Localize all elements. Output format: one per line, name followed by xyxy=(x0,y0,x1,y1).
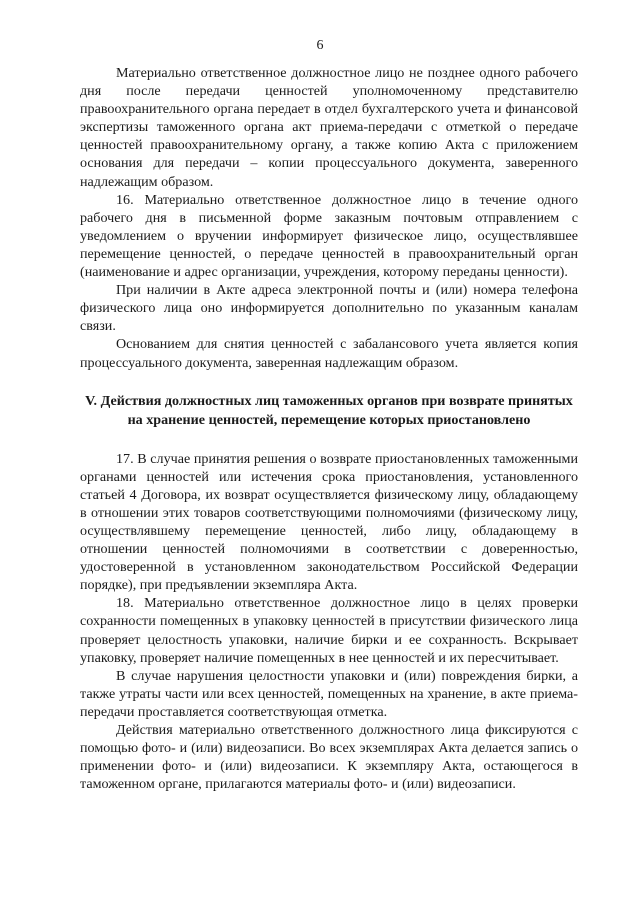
section-v-heading: V. Действия должностных лиц таможенных органов при возврате принятых на хранение ценностей, перемещение которых приостановлено xyxy=(85,392,573,428)
page-number: 6 xyxy=(316,38,324,53)
paragraph-16-contact-info: При наличии в Акте адреса электронной почты и (или) номера телефона физического лица оно информируется дополнительно по указанным каналам связи. xyxy=(80,282,578,335)
paragraph-17: 17. В случае принятия решения о возврате приостановленных таможенными органами ценностей или истечения срока приостановления, установленного статьей 4 Договора, их возврат осуществляется физическому лицу, обладающему в отношении этих товаров соответствующими полномочиями (физическому лицу, осуществлявшему перемещение ценностей, либо лицу, обладающему в отношении ценностей полномочиями в соответствии с доверенностью, удостоверенной в установленном законодательством Российской Федерации порядке), при предъявлении экземпляра Акта. xyxy=(80,450,578,594)
document-body xyxy=(80,64,578,793)
paragraph-16: 16. Материально ответственное должностное лицо в течение одного рабочего дня в письменной форме заказным почтовым отправлением с уведомлением о вручении информирует физическое лицо, осуществлявшее перемещение ценностей, о передаче ценностей в правоохранительный орган (наименование и адрес организации, учреждения, которому переданы ценности). xyxy=(80,191,578,281)
paragraph-18-damage-note: В случае нарушения целостности упаковки и (или) повреждения бирки, а также утраты части или всех ценностей, помещенных на хранение, в акте приема-передачи проставляется соответствующая отметка. xyxy=(80,667,578,720)
paragraph-18-photo-video: Действия материально ответственного должностного лица фиксируются с помощью фото- и (или) видеозаписи. Во всех экземплярах Акта делается запись о применении фото- и (или) видеозаписи. К экземпляру Акта, остающегося в таможенном органе, прилагаются материалы фото- и (или) видеозаписи. xyxy=(80,722,578,793)
paragraph-18: 18. Материально ответственное должностное лицо в целях проверки сохранности помещенных в упаковку ценностей в присутствии физического лица проверяет целостность упаковки, наличие бирки и ее сохранность. Вскрывает упаковку, проверяет наличие помещенных в нее ценностей и их пересчитывает. xyxy=(80,595,578,666)
paragraph-16-writeoff-basis: Основанием для снятия ценностей с забалансового учета является копия процессуального документа, заверенная надлежащим образом. xyxy=(80,336,578,371)
paragraph-15-continuation: Материально ответственное должностное лицо не позднее одного рабочего дня после передачи ценностей уполномоченному представителю правоохранительного органа передает в отдел бухгалтерского учета и финансовой экспертизы таможенного органа акт приема-передачи с отметкой о передаче ценностей правоохранительному органу, а также копию Акта с приложением основания для передачи – копии процессуального документа, заверенного надлежащим образом. xyxy=(80,65,578,190)
